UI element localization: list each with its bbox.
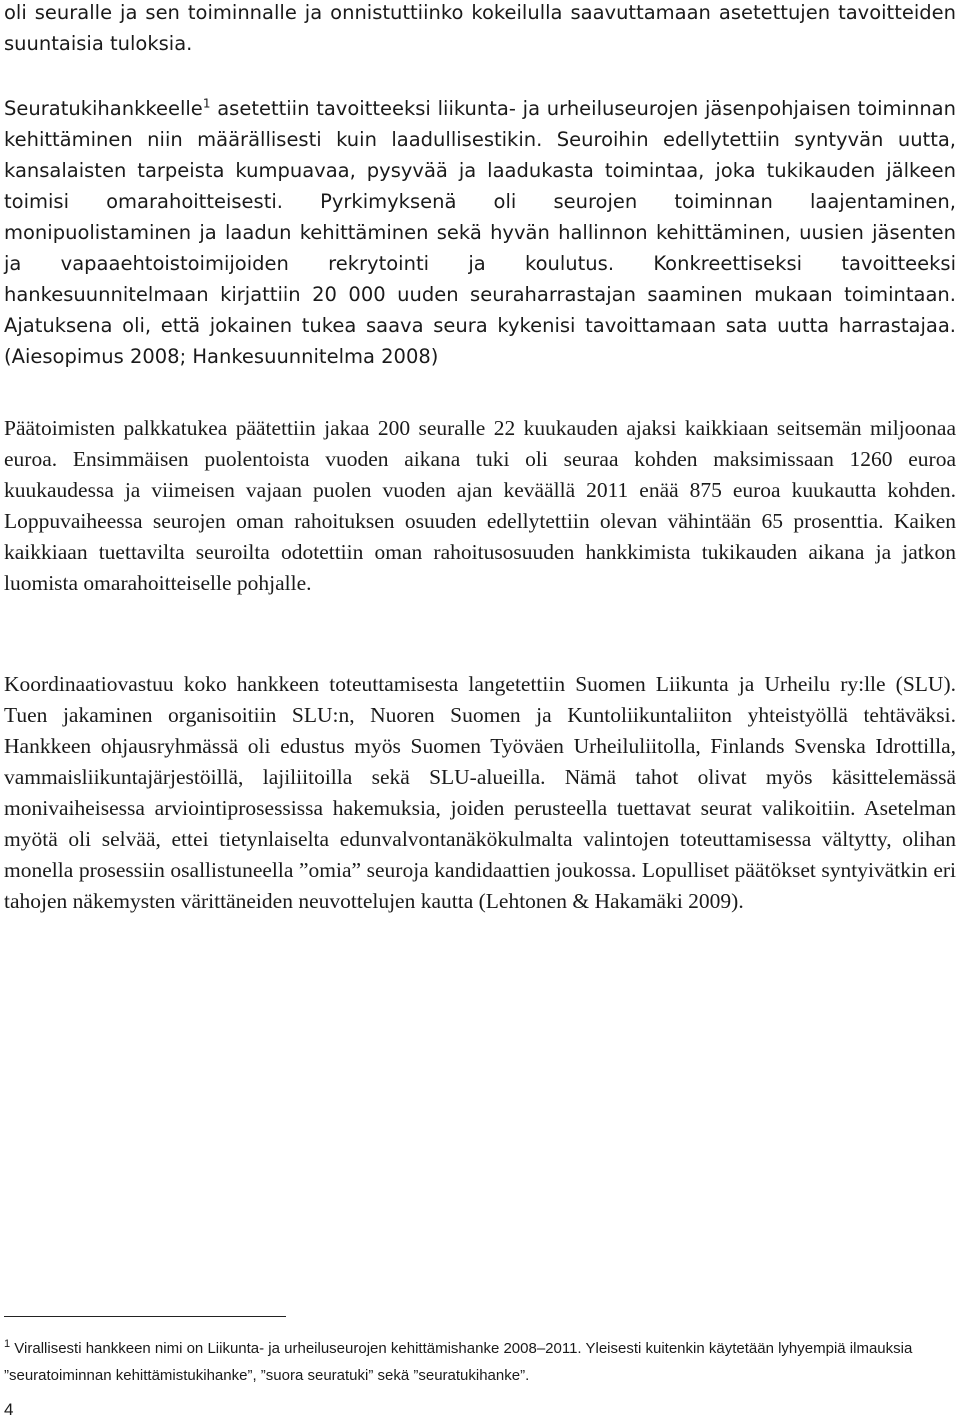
paragraph-coordination: Koordinaatiovastuu koko hankkeen toteuttamisesta langetettiin Suomen Liikunta ja Urheilu ry:lle (SLU). Tuen jakaminen organisoitiin SLU:n, Nuoren Suomen ja Kuntoliikuntaliiton yhteistyöllä tehtäväksi. Hankkeen ohjausryhmässä oli edustus myös Suomen Työväen Urheiluliitolla, Finlands Svenska Idrottilla, vammaisliikuntajärjestöillä, lajiliitoilla sekä SLU-alueilla. Nämä tahot olivat myös käsittelemässä monivaiheisessa arviointiprosessissa hakemuksia, joiden perusteella tuettavat seurat valikoitiin. Asetelman myötä oli selvää, ettei tietynlaiselta edunvalvontanäkökulmalta valintojen toteuttamisessa vältytty, olihan monella prosessiin osallistuneella ”omia” seuroja kandidaattien joukossa. Lopulliset päätökset syntyivätkin eri tahojen näkemysten värittäneiden neuvottelujen kautta (Lehtonen & Hakamäki 2009). [4,672,956,913]
page-number: 4 [4,1400,14,1419]
footnote-separator [4,1316,286,1317]
footnote-text: Virallisesti hankkeen nimi on Liikunta- ja urheiluseurojen kehittämishanke 2008–2011. Yleisesti kuitenkin käytetään lyhyempiä ilmauksia ”seuratoiminnan kehittämistukihanke”, ”suora seuratuki” sekä ”seuratukihanke”. [4,1340,913,1384]
footnote-number: 1 [4,1338,11,1350]
footnote [4,1335,954,1389]
paragraph-intro-continuation: oli seuralle ja sen toiminnalle ja onnistuttiinko kokeilulla saavuttamaan asetettujen tavoitteiden suuntaisia tuloksia. [4,1,956,55]
footnote-reference: 1 [202,96,211,111]
paragraph-project-goals [4,93,956,372]
paragraph-project-goals-rest: asetettiin tavoitteeksi liikunta- ja urheiluseurojen jäsenpohjaisen toiminnan kehittäminen niin määrällisesti kuin laadullisestikin. Seuroihin edellytettiin syntyvän uutta, kansalaisten tarpeista kumpuavaa, pysyvää ja laadukasta toimintaa, joka tukikauden jälkeen toimisi omarahoitteisesti. Pyrkimyksenä oli seurojen toiminnan laajentaminen, monipuolistaminen ja laadun kehittäminen sekä hyvän hallinnon kehittäminen, uusien jäsenten ja vapaaehtoistoimijoiden rekrytointi ja koulutus. Konkreettiseksi tavoitteeksi hankesuunnitelmaan kirjattiin 20 000 uuden seuraharrastajan saaminen mukaan toimintaan. Ajatuksena oli, että jokainen tukea saava seura kykenisi tavoittamaan sata uutta harrastajaa. (Aiesopimus 2008; Hankesuunnitelma 2008) [4,97,956,368]
paragraph-salary-support: Päätoimisten palkkatukea päätettiin jakaa 200 seuralle 22 kuukauden ajaksi kaikkiaan seitsemän miljoonaa euroa. Ensimmäisen puolentoista vuoden aikana tuki oli seuraa kohden maksimissaan 1260 euroa kuukaudessa ja viimeisen vajaan puolen vuoden ajan keväällä 2011 enää 875 euroa kuukautta kohden. Loppuvaiheessa seurojen oman rahoituksen osuuden edellytettiin olevan vähintään 65 prosenttia. Kaiken kaikkiaan tuettavilta seuroilta odotettiin oman rahoitusosuuden hankkimista tukikauden aikana ja jatkon luomista omarahoitteiselle pohjalle. [4,416,956,595]
paragraph-project-goals-start: Seuratukihankkeelle [4,97,203,120]
